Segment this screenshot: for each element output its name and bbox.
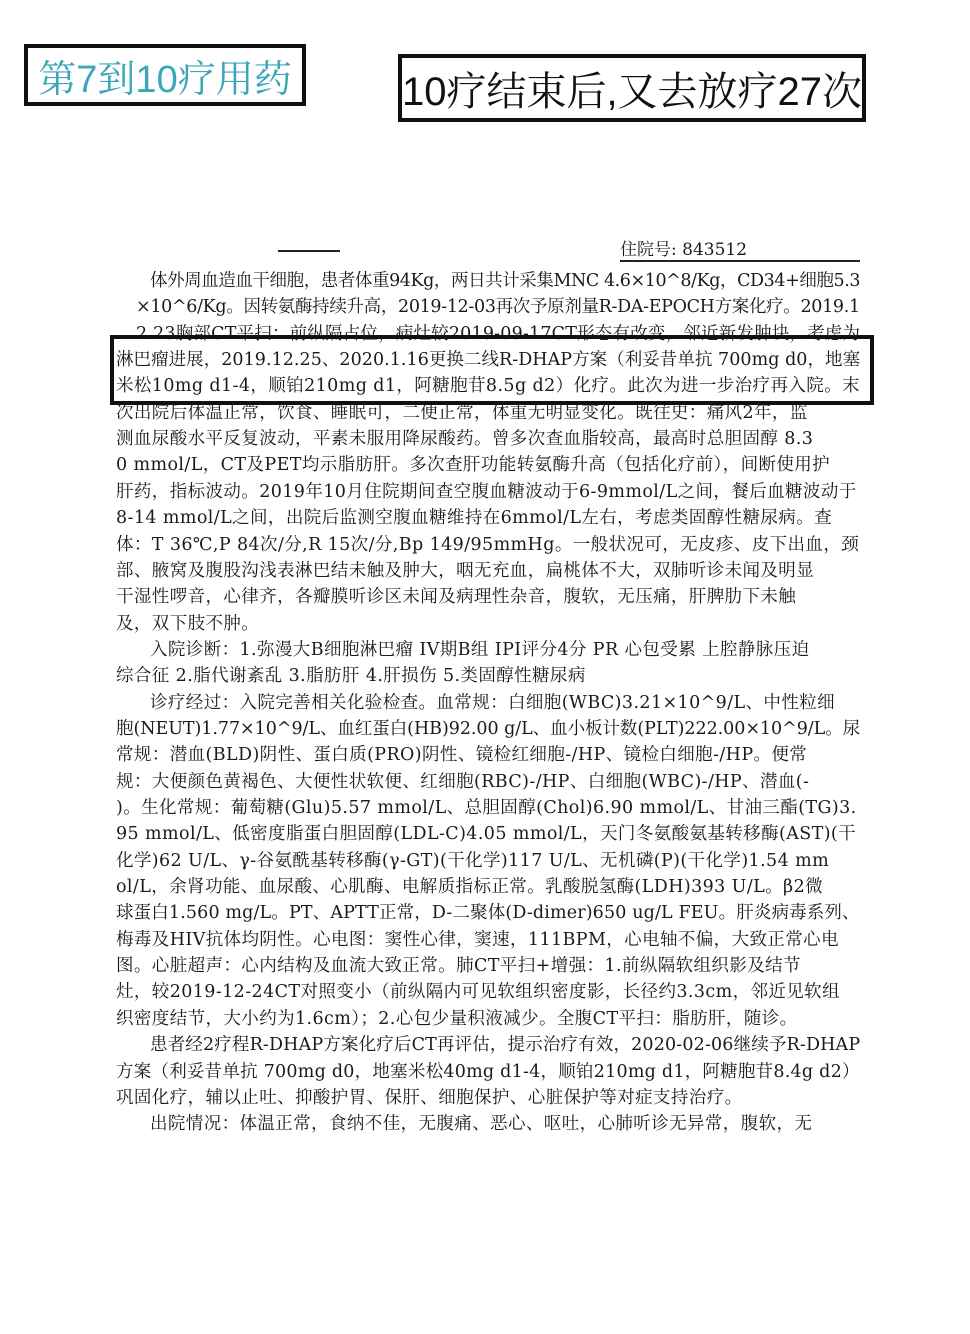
document-line: 95 mmol/L、低密度脂蛋白胆固醇(LDL-C)4.05 mmol/L，天门冬氨酸氨基转移酶(AST)(干 [116,824,857,845]
document-line: 巩固化疗，辅以止吐、抑酸护胃、保肝、细胞保护、心脏保护等对症支持治疗。 [116,1087,743,1108]
document-line: 米松10mg d1-4，顺铂210mg d1，阿糖胞苷8.5g d2）化疗。此次为进一步治疗再入院。末 [116,376,860,397]
document-line: 综合征 2.脂代谢紊乱 3.脂肪肝 4.肝损伤 5.类固醇性糖尿病 [116,666,586,687]
header-rule [278,250,340,252]
document-line: 灶，较2019-12-24CT对照变小（前纵隔内可见软组织密度影，长径约3.3cm，邻近见软组 [116,982,840,1003]
document-line: 0 mmol/L，CT及PET均示脂肪肝。多次查肝功能转氨酶升高（包括化疗前），间断使用护 [116,455,831,476]
document-line: 化学)62 U/L、γ-谷氨酰基转移酶(γ-GT)(干化学)117 U/L、无机磷(P)(干化学)1.54 mm [116,850,830,871]
document-line: ×10^6/Kg。因转氨酶持续升高，2019-12-03再次予原剂量R-DA-EPOCH方案化疗。2019.1 [136,297,860,318]
document-line: 部、腋窝及腹股沟浅表淋巴结未触及肿大，咽无充血，扁桃体不大，双肺听诊未闻及明显 [116,560,815,581]
document-line: 梅毒及HIV抗体均阴性。心电图：窦性心律，窦速，111BPM，心电轴不偏，大致正常心电 [116,929,839,950]
document-line: 出院情况：体温正常，食纳不佳，无腹痛、恶心、呕吐，心肺听诊无异常，腹软，无 [150,1114,813,1135]
document-line: 及，双下肢不肿。 [116,613,260,634]
document-line: 患者经2疗程R-DHAP方案化疗后CT再评估，提示治疗有效，2020-02-06继续予R-DHAP [150,1035,861,1056]
document-line: ol/L，余肾功能、血尿酸、心肌酶、电解质指标正常。乳酸脱氢酶(LDH)393 U/L。β2微 [116,877,823,898]
label-left-box: 第7到10疗用药 [24,44,306,106]
document-line: 体：T 36℃,P 84次/分,R 15次/分,Bp 149/95mmHg。一般状况可，无皮疹、皮下出血，颈 [116,534,860,555]
document-line: 肝药，指标波动。2019年10月住院期间查空腹血糖波动于6-9mmol/L之间，餐后血糖波动于 [116,481,857,502]
label-right-box: 10疗结束后,又去放疗27次 [398,54,866,122]
document-line: 诊疗经过：入院完善相关化验检查。血常规：白细胞(WBC)3.21×10^9/L、中性粒细 [150,692,836,713]
document-line: 淋巴瘤进展，2019.12.25、2020.1.16更换二线R-DHAP方案（利妥昔单抗 700mg d0，地塞 [116,350,861,371]
document-line: 织密度结节，大小约为1.6cm）；2.心包少量积液减少。全腹CT平扫：脂肪肝，随诊。 [116,1008,798,1029]
document-line: 入院诊断：1.弥漫大B细胞淋巴瘤 IV期B组 IPI评分4分 PR 心包受累 上腔静脉压迫 [150,639,810,660]
admission-number-value: 843512 [682,240,748,260]
document-line: 方案（利妥昔单抗 700mg d0，地塞米松40mg d1-4，顺铂210mg d1，阿糖胞苷8.4g d2） [116,1061,860,1082]
document-line: )。生化常规：葡萄糖(Glu)5.57 mmol/L、总胆固醇(Chol)6.90 mmol/L、甘油三酯(TG)3. [116,798,857,818]
document-line: 体外周血造血干细胞，患者体重94Kg，两日共计采集MNC 4.6×10^8/Kg，CD34+细胞5.3 [150,271,861,291]
highlight-box [110,335,874,405]
document-line: 常规：潜血(BLD)阴性、蛋白质(PRO)阴性、镜检红细胞-/HP、镜检白细胞-/HP。便常 [116,745,808,766]
admission-number-label: 住院号: [620,240,677,260]
admission-number-line [620,240,860,262]
document-line: 球蛋白1.560 mg/L。PT、APTT正常，D-二聚体(D-dimer)650 ug/L FEU。肝炎病毒系列、 [116,903,860,924]
document-line: 图。心脏超声：心内结构及血流大致正常。肺CT平扫+增强：1.前纵隔软组织影及结节 [116,956,801,977]
document-line: 干湿性啰音，心律齐，各瓣膜听诊区未闻及病理性杂音，腹软，无压痛，肝脾肋下未触 [116,587,797,608]
document-line: 测血尿酸水平反复波动，平素未服用降尿酸药。曾多次查血脂较高，最高时总胆固醇 8.3 [116,429,814,450]
document-line: 次出院后体温正常，饮食、睡眠可，二便正常，体重无明显变化。既往史：痛风2年，监 [116,402,808,423]
document-line: 规：大便颜色黄褐色、大便性状软便、红细胞(RBC)-/HP、白细胞(WBC)-/HP、潜血(- [116,771,810,792]
document-line: 2.23胸部CT平扫：前纵隔占位，病灶较2019-09-17CT形态有改变，邻近新发肿块，考虑为 [136,323,861,344]
document-line: 8-14 mmol/L之间，出院后监测空腹血糖维持在6mmol/L左右，考虑类固醇性糖尿病。查 [116,508,832,529]
document-line: 胞(NEUT)1.77×10^9/L、血红蛋白(HB)92.00 g/L、血小板计数(PLT)222.00×10^9/L。尿 [116,718,861,739]
